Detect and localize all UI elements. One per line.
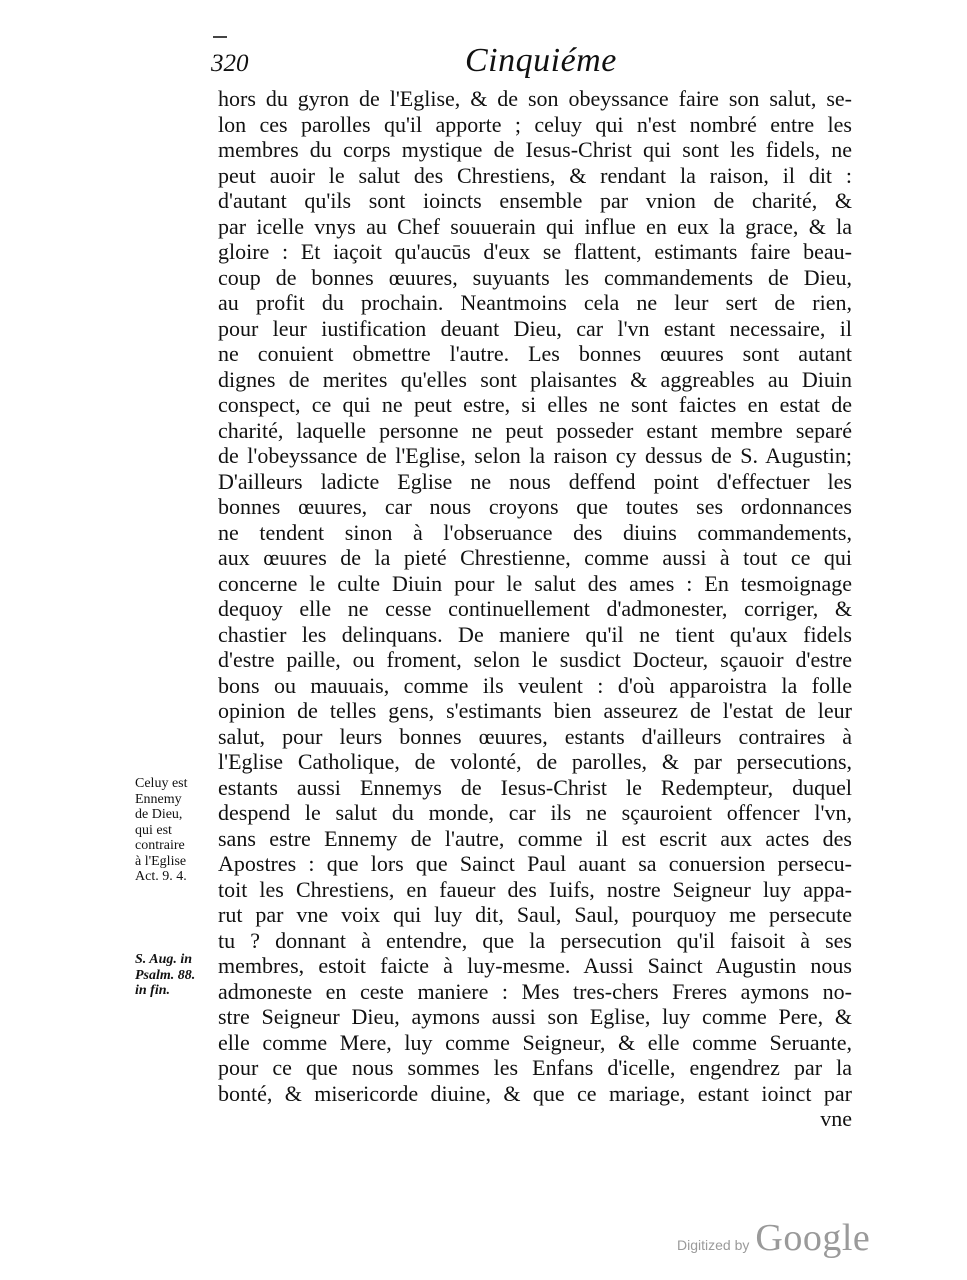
text-line: bonnes œuures, car nous croyons que toutes ses ordonnances — [218, 494, 852, 519]
margin-note-line: Psalm. 88. — [135, 967, 196, 983]
margin-note-line: S. Aug. in — [135, 952, 193, 967]
text-line: lon ces parolles qu'il apporte ; celuy qui n'est nombré entre les — [218, 111, 852, 137]
text-line: conspect, ce qui ne peut estre, si elles ne sont faictes en estat de — [218, 392, 852, 417]
google-logo: Google — [755, 1217, 871, 1259]
text-line: au profit du prochain. Neantmoins cela ne leur sert de rien, — [218, 290, 852, 315]
text-line: par icelle vnys au Chef souuerain qui influe en eux la grace, & la — [218, 213, 852, 239]
text-line: tu ? donnant à entendre, que la persecution qu'il faisoit à ses — [218, 927, 852, 953]
text-line: membres du corps mystique de Iesus-Christ qui sont les fidels, ne — [218, 137, 852, 162]
margin-note-line: contraire — [135, 838, 185, 853]
text-line: d'autant qu'ils sont ioincts ensemble par vnion de charité, & — [218, 188, 852, 213]
text-line: Apostres : que lors que Sainct Paul auant sa conuersion persecu- — [218, 851, 852, 876]
margin-note-line: in fin. — [135, 983, 171, 998]
margin-note-line: de Dieu, — [135, 807, 183, 822]
text-line: membres, estoit faicte à luy-mesme. Aussi Sainct Augustin nous — [218, 953, 852, 978]
text-line: pour leur iustification deuant Dieu, car l'vn estant necessaire, il — [218, 315, 852, 341]
text-line: ne conuient obmettre l'autre. Les bonnes œuures sont autant — [218, 341, 852, 366]
margin-note-enemy-of-god — [135, 776, 210, 885]
text-line: salut, pour leurs bonnes œuures, estants d'ailleurs contraires à — [218, 723, 852, 749]
page-mark — [213, 36, 227, 38]
text-line: bonté, & misericorde diuine, & que ce mariage, estant ioinct par — [218, 1080, 852, 1106]
digitized-by-google-watermark — [677, 1216, 870, 1260]
text-line: ne tendent sinon à l'obseruance des diuins commandements, — [218, 519, 852, 545]
body-text — [218, 86, 852, 1132]
margin-note-augustine-citation — [135, 952, 210, 999]
text-line: dignes de merites qu'elles sont plaisantes & aggreables au Diuin — [218, 366, 852, 392]
text-line: sans estre Ennemy de l'autre, comme il est escrit aux actes des — [218, 825, 852, 851]
text-line: dequoy elle ne cesse continuellement d'admonester, corriger, & — [218, 596, 852, 621]
margin-note-line: Ennemy — [135, 791, 182, 807]
margin-note-line: Act. 9. 4. — [135, 869, 187, 884]
text-line: toit les Chrestiens, en faueur des Iuifs, nostre Seigneur luy appa- — [218, 876, 852, 902]
margin-note-line: qui est — [135, 822, 172, 838]
text-line: bons ou mauuais, comme ils veulent : d'où apparoistra la folle — [218, 672, 852, 698]
text-line: peut auoir le salut des Chrestiens, & rendant la raison, il dit : — [218, 162, 852, 188]
watermark-prefix: Digitized by — [677, 1237, 750, 1253]
text-line: chastier les delinquans. De maniere qu'il ne tient qu'aux fidels — [218, 621, 852, 647]
text-line: d'estre paille, ou froment, selon le susdict Docteur, sçauoir d'estre — [218, 647, 852, 672]
text-line: l'Eglise Catholique, de volonté, de parolles, & par persecutions, — [218, 749, 852, 774]
text-line: elle comme Mere, luy comme Seigneur, & elle comme Seruante, — [218, 1029, 852, 1055]
text-line: de l'obeyssance de l'Eglise, selon la raison cy dessus de S. Augustin; — [218, 443, 852, 468]
text-line: rut par vne voix qui luy dit, Saul, Saul, pourquoy me persecute — [218, 902, 852, 927]
text-line: stre Seigneur Dieu, aymons aussi son Eglise, luy comme Pere, & — [218, 1004, 852, 1029]
text-line: concerne le culte Diuin pour le salut des ames : En tesmoignage — [218, 570, 852, 596]
text-line: aux œuures de la pieté Chrestienne, comme aussi à tout ce qui — [218, 545, 852, 570]
text-line: hors du gyron de l'Eglise, & de son obeyssance faire son salut, se- — [218, 86, 852, 111]
text-line: coup de bonnes œuures, suyuants les commandements de Dieu, — [218, 264, 852, 290]
text-line: pour ce que nous sommes les Enfans d'icelle, engendrez par la — [218, 1055, 852, 1080]
text-line: gloire : Et iaçoit qu'aucūs d'eux se flattent, estimants faire beau- — [218, 239, 852, 264]
margin-note-line: Celuy est — [135, 776, 188, 791]
margin-note-line: à l'Eglise — [135, 853, 187, 869]
running-head: Cinquiéme — [465, 42, 617, 79]
catchword: vne — [820, 1106, 852, 1131]
text-line: opinion de telles gens, s'estimants bien asseurez de l'estat de leur — [218, 698, 852, 723]
text-line: estants aussi Ennemys de Iesus-Christ le Redempteur, duquel — [218, 774, 852, 800]
text-line: admoneste en ceste maniere : Mes tres-chers Freres aymons no- — [218, 978, 852, 1004]
page-number: 320 — [211, 50, 249, 77]
text-line: despend le salut du monde, car ils ne sçauroient offencer l'vn, — [218, 800, 852, 825]
text-line: D'ailleurs ladicte Eglise ne nous deffend point d'effectuer les — [218, 468, 852, 494]
text-line: charité, laquelle personne ne peut posseder estant membre separé — [218, 417, 852, 443]
